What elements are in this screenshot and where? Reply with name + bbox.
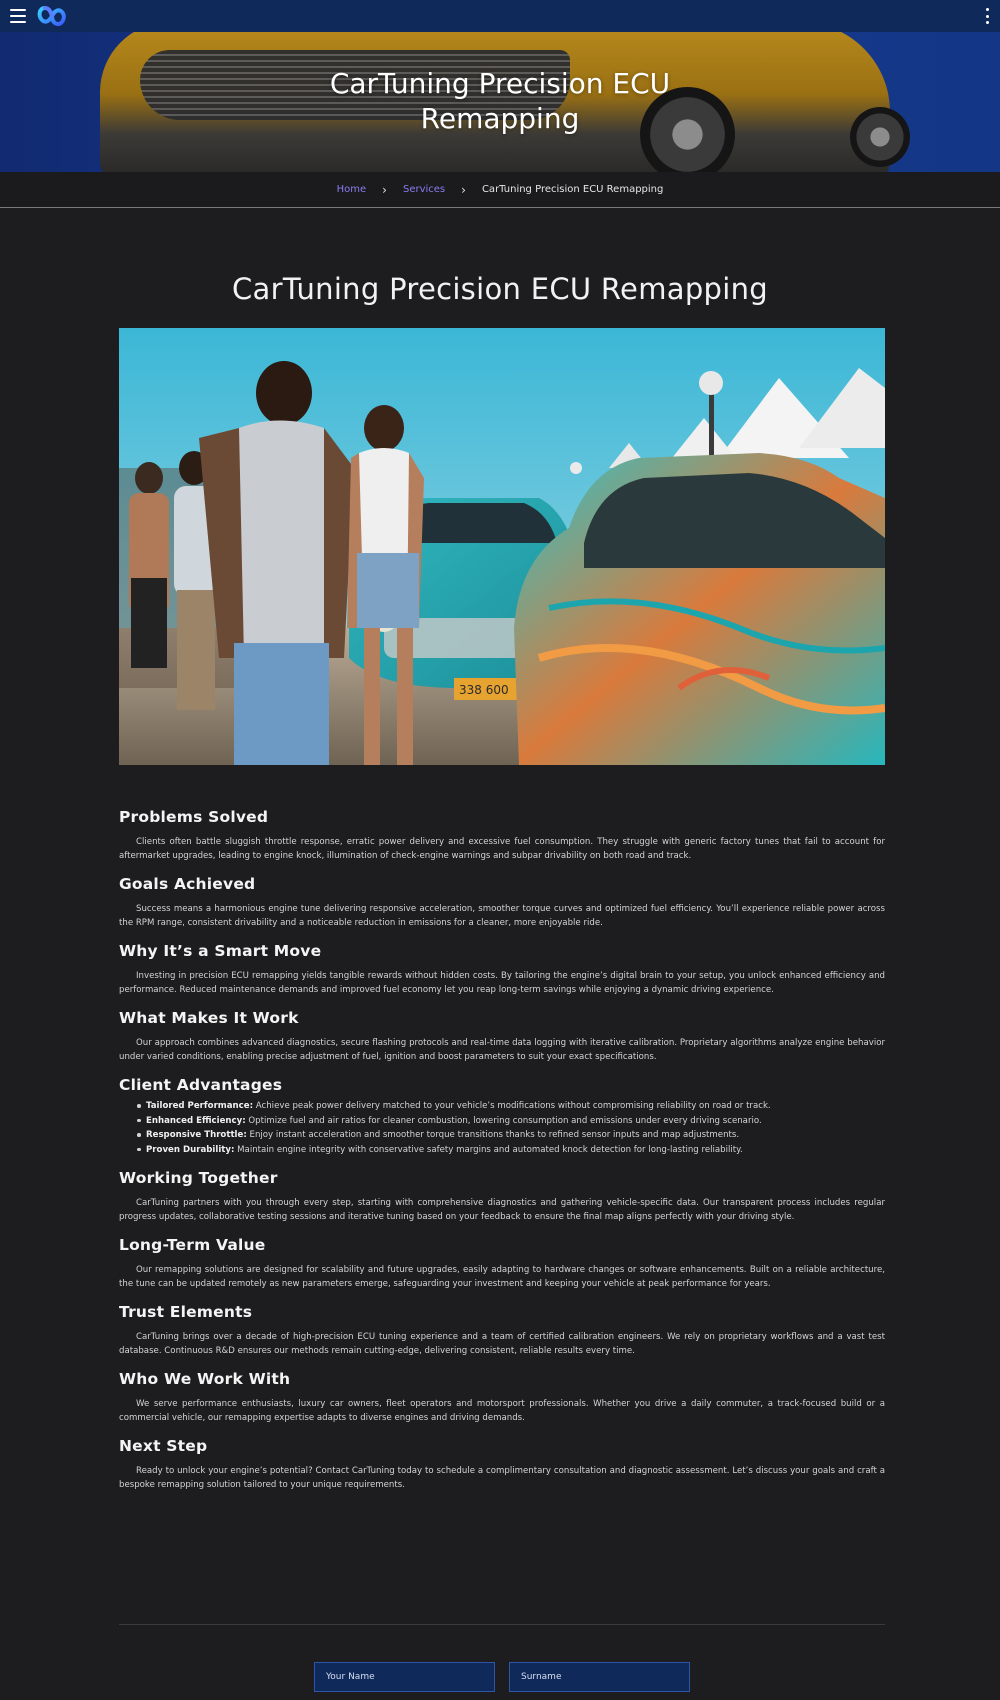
section-next-step xyxy=(119,1437,885,1492)
list-item-text: Optimize fuel and air ratios for cleaner combustion, lowering consumption and emissions under every driving scenario. xyxy=(245,1115,762,1126)
section-heading: What Makes It Work xyxy=(119,1009,299,1027)
list-item-text: Achieve peak power delivery matched to your vehicle’s modifications without compromising reliability on road or track. xyxy=(253,1101,771,1111)
section-body: CarTuning partners with you through every step, starting with comprehensive diagnostics and gathering vehicle-specific data. Our transparent process includes regular progress updates, collaborative testing sessions and iterative tuning based on your feedback to ensure the final map aligns perfectly with your driving style. xyxy=(119,1198,885,1222)
list-item xyxy=(146,1143,885,1158)
advantages-list xyxy=(119,1099,885,1157)
section-heading: Why It’s a Smart Move xyxy=(119,942,322,960)
list-item-label: Proven Durability: xyxy=(146,1144,235,1155)
section-heading: Problems Solved xyxy=(119,808,269,826)
section-body: Investing in precision ECU remapping yields tangible rewards without hidden costs. By tailoring the engine’s digital brain to your setup, you unlock enhanced efficiency and performance. Reduced maintenance demands and improved fuel economy let you reap long-term savings while enjoying a dynamic driving experience. xyxy=(119,971,885,995)
section-heading: Goals Achieved xyxy=(119,875,256,893)
breadcrumb-home-link[interactable]: Home xyxy=(336,184,367,195)
svg-text:338 600: 338 600 xyxy=(459,683,509,697)
section-body: Our approach combines advanced diagnostics, secure flashing protocols and real-time data logging with iterative calibration. Proprietary algorithms analyze engine behavior under varied conditions, enabling precise adjustment of fuel, ignition and boost parameters to suit your exact specifications. xyxy=(119,1038,885,1062)
section-what-makes-it-work xyxy=(119,1009,885,1064)
section-body: We serve performance enthusiasts, luxury car owners, fleet operators and motorsport professionals. Whether you drive a daily commuter, a track-focused build or a commercial vehicle, our remapping expertise adapts to diverse engines and driving demands. xyxy=(119,1399,885,1423)
hero-title xyxy=(0,66,1000,136)
section-body: Ready to unlock your engine’s potential? Contact CarTuning today to schedule a complimentary consultation and diagnostic assessment. Let’s discuss your goals and craft a bespoke remapping solution tailored to your unique requirements. xyxy=(119,1466,885,1490)
list-item-label: Tailored Performance: xyxy=(146,1101,254,1111)
section-problems-solved xyxy=(119,808,885,863)
section-heading: Client Advantages xyxy=(119,1076,283,1094)
section-heading: Working Together xyxy=(119,1169,278,1187)
list-item xyxy=(146,1114,885,1129)
section-smart-move xyxy=(119,942,885,997)
name-input[interactable] xyxy=(314,1662,495,1692)
breadcrumb-current: CarTuning Precision ECU Remapping xyxy=(481,184,664,195)
section-goals-achieved xyxy=(119,875,885,930)
hero-title-line1: CarTuning Precision ECU xyxy=(329,67,671,100)
contact-form xyxy=(314,1662,690,1692)
section-body: Our remapping solutions are designed for scalability and future upgrades, easily adapting to hardware changes or software enhancements. Built on a reliable architecture, the tune can be updated remotely as new parameters emerge, safeguarding your investment and keeping your vehicle at peak performance for years. xyxy=(119,1265,885,1289)
topbar-left-group xyxy=(10,4,68,28)
section-who-we-work-with xyxy=(119,1370,885,1425)
hero-banner xyxy=(0,32,1000,172)
car-show-photo xyxy=(119,328,885,765)
list-item xyxy=(146,1128,885,1143)
hero-title-line2: Remapping xyxy=(420,102,580,135)
section-heading: Long-Term Value xyxy=(119,1236,266,1254)
list-item-label: Responsive Throttle: xyxy=(146,1130,247,1140)
list-item-text: Maintain engine integrity with conservative safety margins and automated knock detection for long-lasting reliability. xyxy=(234,1144,743,1155)
list-item-text: Enjoy instant acceleration and smoother torque transitions thanks to refined sensor inputs and map adjustments. xyxy=(246,1130,740,1140)
section-divider xyxy=(119,1624,885,1625)
section-body: Clients often battle sluggish throttle response, erratic power delivery and excessive fuel consumption. They struggle with generic factory tunes that fail to account for aftermarket upgrades, leading to engine knock, illumination of check-engine warnings and subpar drivability on both road and track. xyxy=(119,837,885,861)
section-client-advantages xyxy=(119,1076,885,1157)
section-body: Success means a harmonious engine tune delivering responsive acceleration, smoother torque curves and optimized fuel efficiency. You’ll experience reliable power across the RPM range, consistent drivability and a noticeable reduction in emissions for a cleaner, more enjoyable ride. xyxy=(119,904,885,928)
section-long-term-value xyxy=(119,1236,885,1291)
section-trust-elements xyxy=(119,1303,885,1358)
section-heading: Who We Work With xyxy=(119,1370,291,1388)
hamburger-menu-icon[interactable] xyxy=(10,9,26,23)
list-item-label: Enhanced Efficiency: xyxy=(146,1115,246,1126)
chevron-right-icon: › xyxy=(382,182,387,197)
top-navigation-bar xyxy=(0,0,1000,32)
section-heading: Trust Elements xyxy=(119,1303,253,1321)
brand-logo-icon[interactable] xyxy=(36,4,68,28)
breadcrumb xyxy=(0,172,1000,208)
car-show-illustration xyxy=(119,328,885,765)
content-sections xyxy=(119,808,885,1504)
chevron-right-icon: › xyxy=(461,182,466,197)
kebab-menu-icon[interactable] xyxy=(984,8,990,24)
section-heading: Next Step xyxy=(119,1437,208,1455)
breadcrumb-services-link[interactable]: Services xyxy=(402,184,446,195)
section-body: CarTuning brings over a decade of high-precision ECU tuning experience and a team of certified calibration engineers. We rely on proprietary workflows and a vast test database. Continuous R&D ensures our methods remain cutting-edge, delivering consistent, reliable results every time. xyxy=(119,1332,885,1356)
list-item xyxy=(146,1099,885,1114)
surname-input[interactable] xyxy=(509,1662,690,1692)
page-title: CarTuning Precision ECU Remapping xyxy=(232,272,768,306)
section-working-together xyxy=(119,1169,885,1224)
